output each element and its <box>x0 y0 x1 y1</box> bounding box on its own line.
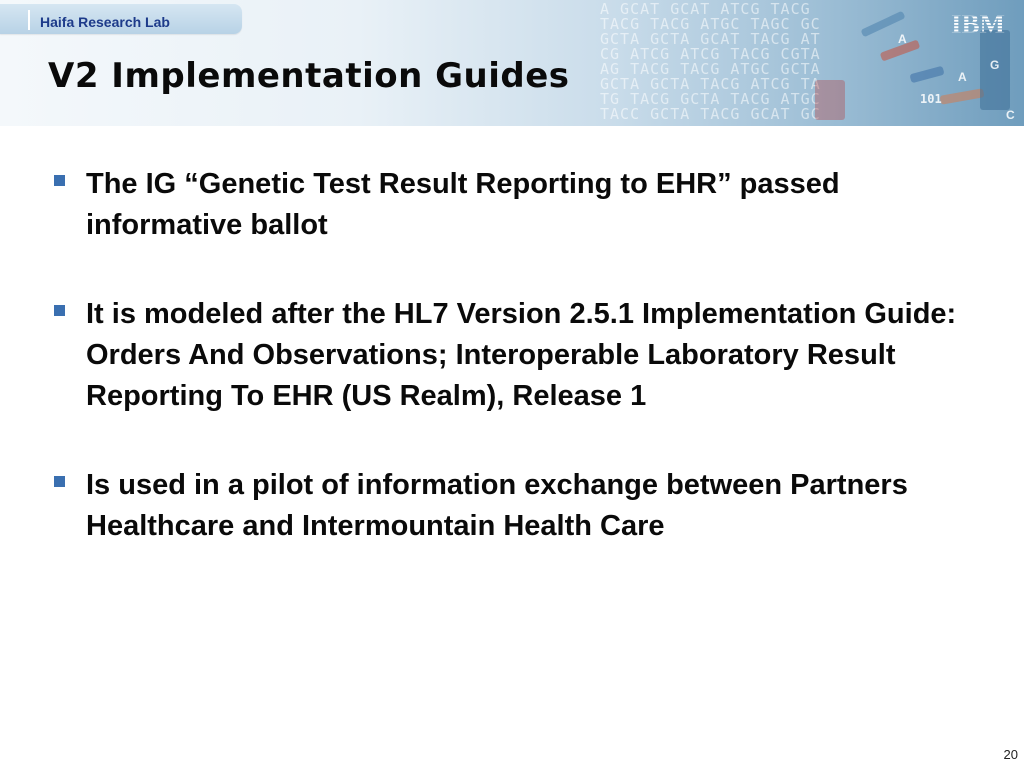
bullet-text: Is used in a pilot of information exchange between Partners Healthcare and Intermountain Health Care <box>86 469 908 542</box>
helix-bar <box>815 80 845 120</box>
bullet-item <box>46 465 986 547</box>
helix-bar <box>909 66 944 83</box>
ibm-logo-icon <box>944 10 1012 36</box>
bullet-item <box>46 164 986 246</box>
helix-letter: A <box>898 32 907 46</box>
slide-header <box>0 0 1024 126</box>
ibm-logo-text: IBM <box>951 10 1005 36</box>
helix-letter: C <box>1006 108 1015 122</box>
bullet-list <box>46 164 986 595</box>
helix-letter: A <box>958 70 967 84</box>
square-bullet-icon <box>54 476 65 487</box>
lab-name: Haifa Research Lab <box>40 14 170 30</box>
page-number: 20 <box>1003 747 1018 762</box>
dna-sequence-text: A GCAT GCAT ATCG TACG TACG TACG ATGC TAGC GC GCTA GCTA GCAT TACG AT CG ATCG ATCG TACG CGTA AG TACG TACG ATGC GCTA GCTA GCTA TACG ATCG TA TG TACG GCTA TACG ATGC TACC GCTA TACG GCAT GC <box>600 0 821 123</box>
lab-tab <box>0 4 242 34</box>
lab-tab-divider <box>28 10 30 30</box>
helix-number: 101 <box>920 92 942 106</box>
square-bullet-icon <box>54 175 65 186</box>
helix-letter: G <box>990 58 1000 72</box>
helix-bar <box>940 88 985 105</box>
bullet-text: The IG “Genetic Test Result Reporting to EHR” passed informative ballot <box>86 168 840 241</box>
square-bullet-icon <box>54 305 65 316</box>
page-title: V2 Implementation Guides <box>48 56 570 96</box>
bullet-text: It is modeled after the HL7 Version 2.5.1 Implementation Guide: Orders And Observations; Interoperable Laboratory Result Reporting To EHR (US Realm), Release 1 <box>86 298 957 412</box>
bullet-item <box>46 294 986 417</box>
